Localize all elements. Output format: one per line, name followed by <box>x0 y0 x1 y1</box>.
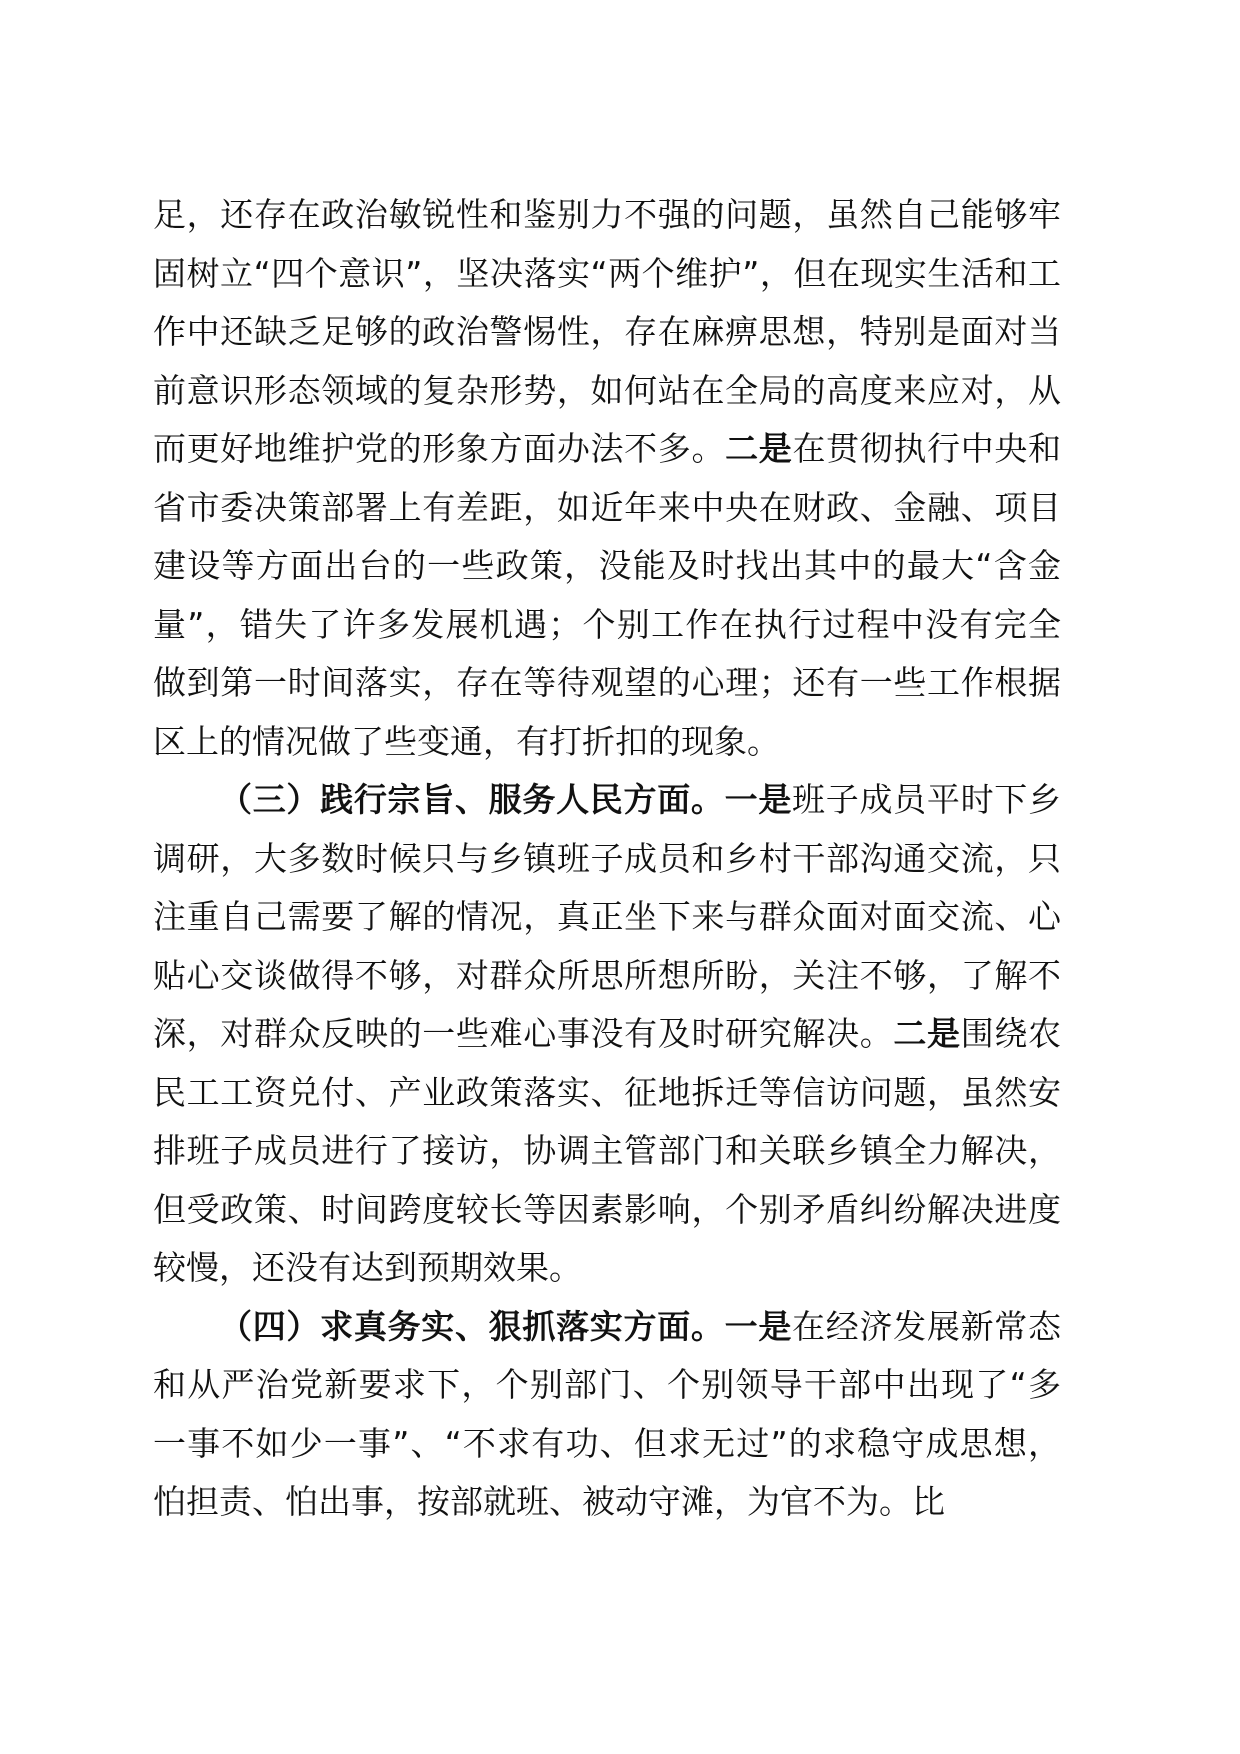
paragraph-text: 班子成员平时下乡调研，大多数时候只与乡镇班子成员和乡村干部沟通交流，只注重自己需要了解的情况，真正坐下来与群众面对面交流、心贴心交谈做得不够，对群众所思所想所盼，关注不够，了解不深，对群众反映的一些难心事没有及时研究解决。 <box>153 780 1062 1053</box>
paragraph-text: 围绕农民工工资兑付、产业政策落实、征地拆迁等信访问题，虽然安排班子成员进行了接访，协调主管部门和关联乡镇全力解决，但受政策、时间跨度较长等因素影响，个别矛盾纠纷解决进度较慢，还没有达到预期效果。 <box>153 1014 1062 1287</box>
paragraph-text: 足，还存在政治敏锐性和鉴别力不强的问题，虽然自己能够牢固树立“四个意识”，坚决落实“两个维护”，但在现实生活和工作中还缺乏足够的政治警惕性，存在麻痹思想，特别是面对当前意识形态领域的复杂形势，如何站在全局的高度来应对，从而更好地维护党的形象方面办法不多。 <box>153 195 1061 468</box>
paragraph-continuation <box>153 186 1061 771</box>
paragraph-section-4 <box>153 1298 1061 1532</box>
document-body <box>153 186 1061 1532</box>
section-heading: （四）求真务实、狠抓落实方面。一是 <box>219 1306 793 1346</box>
paragraph-text: 在经济发展新常态和从严治党新要求下，个别部门、个别领导干部中出现了“多一事不如少一事”、“不求有功、但求无过”的求稳守成思想，怕担责、怕出事，按部就班、被动守滩，为官不为。比 <box>153 1306 1062 1521</box>
bold-marker: 二是 <box>893 1014 961 1053</box>
bold-marker: 二是 <box>725 429 793 468</box>
paragraph-text: 在贯彻执行中央和省市委决策部署上有差距，如近年来中央在财政、金融、项目建设等方面出台的一些政策，没能及时找出其中的最大“含金量”，错失了许多发展机遇；个别工作在执行过程中没有完全做到第一时间落实，存在等待观望的心理；还有一些工作根据区上的情况做了些变通，有打折扣的现象。 <box>153 429 1062 761</box>
paragraph-section-3 <box>153 771 1061 1298</box>
section-heading: （三）践行宗旨、服务人民方面。一是 <box>219 780 793 819</box>
